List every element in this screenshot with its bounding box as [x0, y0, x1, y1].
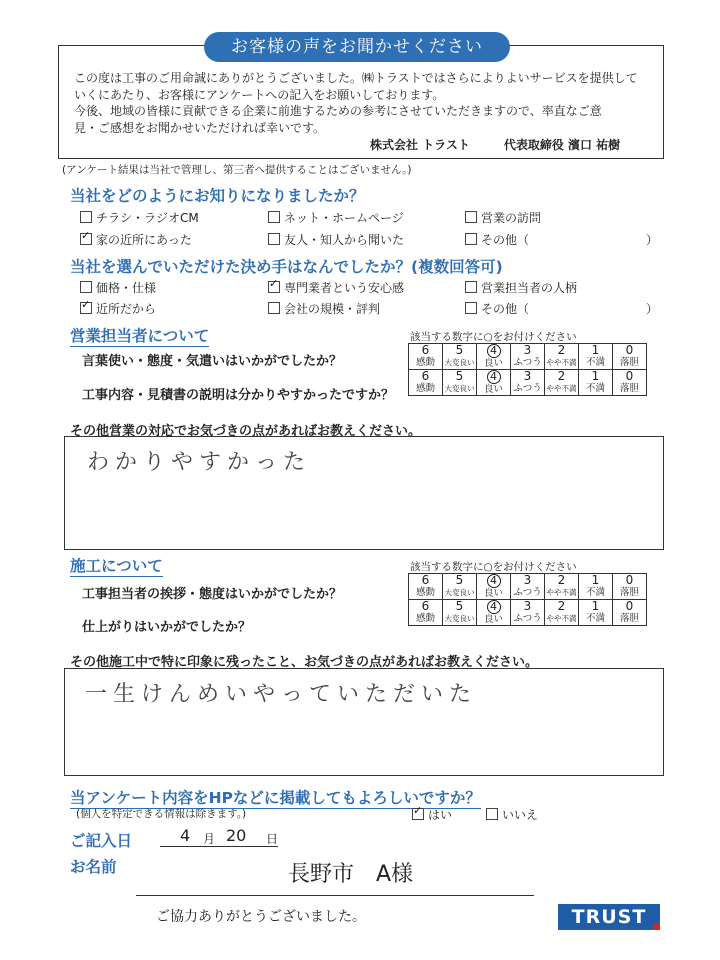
- publish-title: 当アンケート内容をHPなどに掲載してもよろしいですか？: [70, 786, 481, 809]
- q-explain: 工事内容・見積書の説明は分かりやすかったですか？: [82, 388, 395, 403]
- rating-cell[interactable]: 3 ふつう: [511, 600, 545, 626]
- publish-no[interactable]: いいえ: [486, 806, 538, 823]
- customer-name[interactable]: 長野市 A様: [288, 862, 414, 887]
- construction-section-title: 施工について: [70, 554, 163, 577]
- intro-text: [74, 70, 654, 136]
- month-unit: 月: [203, 832, 216, 846]
- trust-logo: TRUST: [558, 904, 660, 930]
- rating-cell[interactable]: 6 感動: [409, 574, 443, 600]
- rating-table-construction: [408, 573, 647, 626]
- rating-hint: 該当する数字に○をお付けください: [410, 561, 577, 573]
- close-paren: ）: [646, 233, 659, 247]
- q1-option[interactable]: ✓家の近所にあった: [80, 231, 192, 248]
- checkbox-checked[interactable]: [80, 233, 92, 245]
- rating-cell[interactable]: 6 感動: [409, 344, 443, 370]
- q1-option[interactable]: 友人・知人から聞いた: [268, 231, 404, 248]
- checkbox[interactable]: [268, 211, 280, 223]
- checkbox[interactable]: [268, 233, 280, 245]
- checkbox-checked[interactable]: [412, 808, 424, 820]
- signature: [370, 136, 620, 153]
- checkbox[interactable]: [465, 233, 477, 245]
- q2-option[interactable]: 営業担当者の人柄: [465, 279, 577, 296]
- intro-line: 今後、地域の皆様に貢献できる企業に前進するための参考にさせていただきますので、率直なご意: [74, 104, 602, 118]
- rating-cell-selected[interactable]: 4 良い: [477, 574, 511, 600]
- checkbox-checked[interactable]: [80, 302, 92, 314]
- checkbox[interactable]: [268, 302, 280, 314]
- q1-option[interactable]: その他（: [465, 231, 529, 248]
- publish-note: (個人を特定できる情報は除きます。): [76, 808, 247, 820]
- date-line: [160, 846, 278, 847]
- sales-section-title: 営業担当者について: [70, 324, 209, 347]
- checkbox[interactable]: [465, 211, 477, 223]
- thanks-text: ご協力ありがとうございました。: [156, 909, 366, 925]
- rating-cell[interactable]: 0 落胆: [613, 344, 647, 370]
- q2-option[interactable]: ✓ 専門業者という安心感: [268, 279, 404, 296]
- rating-cell[interactable]: 5 大変良い: [443, 574, 477, 600]
- rating-row: [409, 574, 647, 600]
- checkbox[interactable]: [465, 281, 477, 293]
- rating-cell[interactable]: 2 やや不満: [545, 574, 579, 600]
- rating-cell[interactable]: 3 ふつう: [511, 574, 545, 600]
- date-month[interactable]: 4: [180, 826, 191, 845]
- construction-comment-box[interactable]: [64, 668, 664, 776]
- rating-cell[interactable]: 1 不満: [579, 344, 613, 370]
- name-line: [136, 895, 534, 896]
- q2-option[interactable]: 価格・仕様: [80, 279, 156, 296]
- rating-cell[interactable]: 2 やや不満: [545, 600, 579, 626]
- rating-cell[interactable]: 0 落胆: [613, 600, 647, 626]
- rating-row: [409, 344, 647, 370]
- rating-hint: 該当する数字に○をお付けください: [410, 331, 577, 343]
- rating-cell[interactable]: 0 落胆: [613, 574, 647, 600]
- rating-table-sales: [408, 343, 647, 396]
- construction-comment-prompt: その他施工中で特に印象に残ったこと、お気づきの点があればお教えください。: [70, 655, 539, 670]
- rating-cell[interactable]: 5 大変良い: [443, 600, 477, 626]
- rating-cell[interactable]: 3 ふつう: [511, 344, 545, 370]
- checkbox[interactable]: [80, 211, 92, 223]
- rating-cell[interactable]: 2 やや不満: [545, 344, 579, 370]
- intro-line: 見・ご感想をお聞かせいただければ幸いです。: [74, 120, 326, 135]
- close-paren: ）: [646, 302, 659, 316]
- date-day[interactable]: 20: [226, 826, 247, 845]
- rating-cell[interactable]: 6 感動: [409, 370, 443, 396]
- rating-cell[interactable]: 1 不満: [579, 600, 613, 626]
- q1-option[interactable]: ネット・ホームページ: [268, 209, 404, 226]
- rating-cell-selected[interactable]: 4 良い: [477, 344, 511, 370]
- rating-cell-selected[interactable]: 4 良い: [477, 370, 511, 396]
- date-label: ご記入日: [70, 832, 133, 850]
- rating-row: [409, 600, 647, 626]
- q2-option[interactable]: その他（: [465, 300, 529, 317]
- q-greeting: 工事担当者の挨拶・態度はいかがでしたか？: [82, 587, 343, 602]
- construction-comment-text: 一生けんめいやっていただいた: [85, 682, 478, 707]
- checkbox[interactable]: [80, 281, 92, 293]
- privacy-note: (アンケート結果は当社で管理し、第三者へ提供することはございません。): [62, 164, 412, 176]
- q1-option[interactable]: 営業の訪問: [465, 209, 541, 226]
- sales-comment-box[interactable]: [64, 436, 664, 550]
- rating-cell[interactable]: 5 大変良い: [443, 370, 477, 396]
- rating-cell-selected[interactable]: 4 良い: [477, 600, 511, 626]
- rating-cell[interactable]: 1 不満: [579, 370, 613, 396]
- day-unit: 日: [266, 832, 279, 846]
- checkbox[interactable]: [486, 808, 498, 820]
- q1-option[interactable]: チラシ・ラジオCM: [80, 209, 199, 226]
- rating-cell[interactable]: 5 大変良い: [443, 344, 477, 370]
- rating-cell[interactable]: 6 感動: [409, 600, 443, 626]
- q-finish: 仕上がりはいかがでしたか？: [82, 620, 252, 635]
- intro-line: いくにあたり、お客様にアンケートへの記入をお願いしております。: [74, 87, 445, 102]
- rating-row: [409, 370, 647, 396]
- checkbox[interactable]: [465, 302, 477, 314]
- q2-option[interactable]: 会社の規模・評判: [268, 300, 380, 317]
- representative: 代表取締役 濱口 祐樹: [503, 138, 621, 152]
- q-manner: 言葉使い・態度・気遣いはいかがでしたか？: [82, 354, 343, 369]
- sales-comment-text: わかりやすかった: [87, 450, 312, 475]
- name-label: お名前: [70, 858, 117, 876]
- rating-cell[interactable]: 3 ふつう: [511, 370, 545, 396]
- q2-title: 当社を選んでいただけた決め手はなんでしたか？(複数回答可): [70, 258, 503, 276]
- q1-title: 当社をどのようにお知りになりましたか？: [70, 187, 365, 205]
- publish-yes[interactable]: ✓ はい: [412, 806, 452, 823]
- company-name: 株式会社 トラスト: [370, 138, 470, 152]
- intro-line: この度は工事のご用命誠にありがとうございました。㈱トラストではさらによりよいサービスを提供して: [74, 71, 638, 85]
- q2-option[interactable]: ✓近所だから: [80, 300, 156, 317]
- form-title: お客様の声をお聞かせください: [204, 32, 510, 62]
- rating-cell[interactable]: 0 落胆: [613, 370, 647, 396]
- checkbox-checked[interactable]: [268, 281, 280, 293]
- rating-cell[interactable]: 1 不満: [579, 574, 613, 600]
- rating-cell[interactable]: 2 やや不満: [545, 370, 579, 396]
- sales-comment-prompt: その他営業の対応でお気づきの点があればお教えください。: [70, 424, 422, 439]
